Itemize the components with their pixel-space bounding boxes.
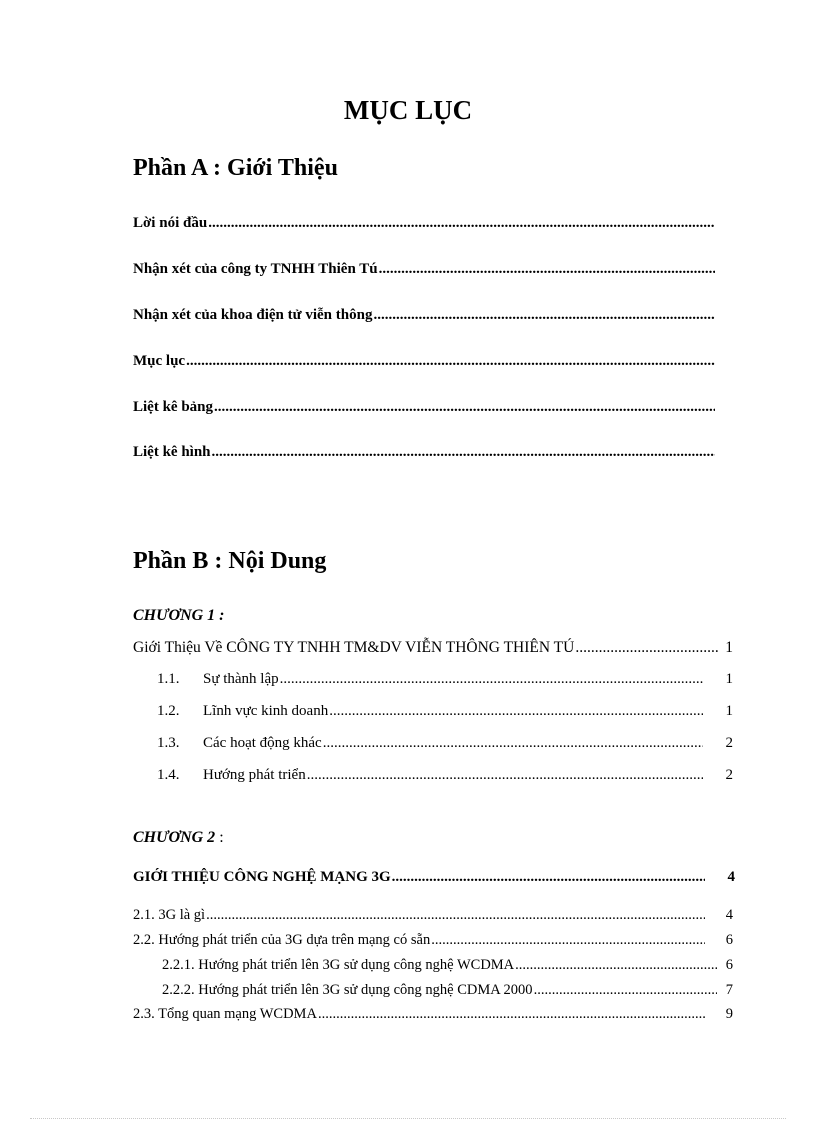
toc-entry-label: Mục lục [133,353,186,369]
toc-page-number: 1 [725,671,733,687]
dot-leader [373,307,715,324]
dot-leader [214,399,715,416]
toc-chapter-2-title[interactable] [133,869,735,886]
toc-entry-label: Sự thành lập [203,671,279,687]
section-number: 1.1. [157,671,180,687]
toc-entry[interactable] [162,982,733,999]
dot-leader [431,932,705,949]
section-number: 1.3. [157,735,180,751]
toc-entry[interactable] [133,907,733,924]
toc-entry[interactable] [162,957,733,974]
chapter-2-label-suffix: : [219,829,224,846]
toc-entry-label: Nhận xét của công ty TNHH Thiên Tú [133,261,378,277]
toc-page-number: 4 [725,907,733,923]
toc-entry[interactable] [133,353,716,370]
toc-page-number: 9 [725,1006,733,1022]
toc-entry[interactable] [133,215,716,232]
dot-leader [329,703,702,720]
toc-entry-label: Liệt kê hình [133,444,211,460]
toc-entry-label: 2.1. 3G là gì [133,907,206,923]
toc-entry-label: 2.3. Tổng quan mạng WCDMA [133,1006,317,1022]
toc-entry-label: Lời nói đầu [133,215,208,231]
toc-entry-label: 2.2. Hướng phát triển của 3G dựa trên mạng có sẵn [133,932,431,948]
dot-leader [318,1006,705,1023]
toc-entry[interactable] [157,767,733,784]
part-b-heading: Phần B : Nội Dung [133,548,327,574]
toc-page-number: 6 [725,957,733,973]
chapter-2-label [133,829,224,847]
toc-page-number: 2 [725,735,733,751]
dot-leader [575,639,718,657]
dot-leader [323,735,703,752]
toc-entry-label: Nhận xét của khoa điện tử viễn thông [133,307,373,323]
section-number: 1.4. [157,767,180,783]
page-title: MỤC LỤC [343,95,473,125]
toc-entry[interactable] [133,1006,733,1023]
page-bottom-divider [30,1118,786,1119]
toc-entry-label: Liệt kê bảng [133,399,214,415]
dot-leader [379,261,715,278]
dot-leader [307,767,703,784]
toc-entry[interactable] [157,703,733,720]
dot-leader [392,869,705,886]
toc-chapter-1-title[interactable] [133,639,733,657]
dot-leader [280,671,703,688]
toc-page-number: 6 [725,932,733,948]
toc-entry[interactable] [133,399,716,416]
dot-leader [515,957,717,974]
toc-entry[interactable] [133,261,716,278]
dot-leader [206,907,705,924]
toc-entry-label: Các hoạt động khác [203,735,322,751]
toc-entry-label: 2.2.1. Hướng phát triển lên 3G sử dụng công nghệ WCDMA [162,957,515,973]
section-number: 1.2. [157,703,180,719]
toc-entry[interactable] [133,444,716,461]
toc-entry[interactable] [157,735,733,752]
toc-entry[interactable] [133,932,733,949]
dot-leader [212,444,715,461]
toc-entry-label: Giới Thiệu Về CÔNG TY TNHH TM&DV VIỄN THÔNG THIÊN TÚ [133,639,575,656]
toc-entry-label: GIỚI THIỆU CÔNG NGHỆ MẠNG 3G [133,869,391,885]
toc-page-number: 1 [725,703,733,719]
toc-entry[interactable] [133,307,716,324]
chapter-2-label-text: CHƯƠNG 2 [133,829,216,846]
dot-leader [534,982,717,999]
toc-page-number: 2 [725,767,733,783]
toc-page-number: 7 [725,982,733,998]
toc-page-number: 4 [727,869,735,885]
dot-leader [208,215,715,232]
toc-page-number: 1 [725,639,733,656]
toc-entry[interactable] [157,671,733,688]
toc-entry-label: Lĩnh vực kinh doanh [203,703,329,719]
chapter-1-label: CHƯƠNG 1 : [133,607,225,624]
part-a-heading: Phần A : Giới Thiệu [133,155,338,181]
toc-entry-label: 2.2.2. Hướng phát triển lên 3G sử dụng công nghệ CDMA 2000 [162,982,533,998]
dot-leader [186,353,715,370]
toc-entry-label: Hướng phát triển [203,767,306,783]
